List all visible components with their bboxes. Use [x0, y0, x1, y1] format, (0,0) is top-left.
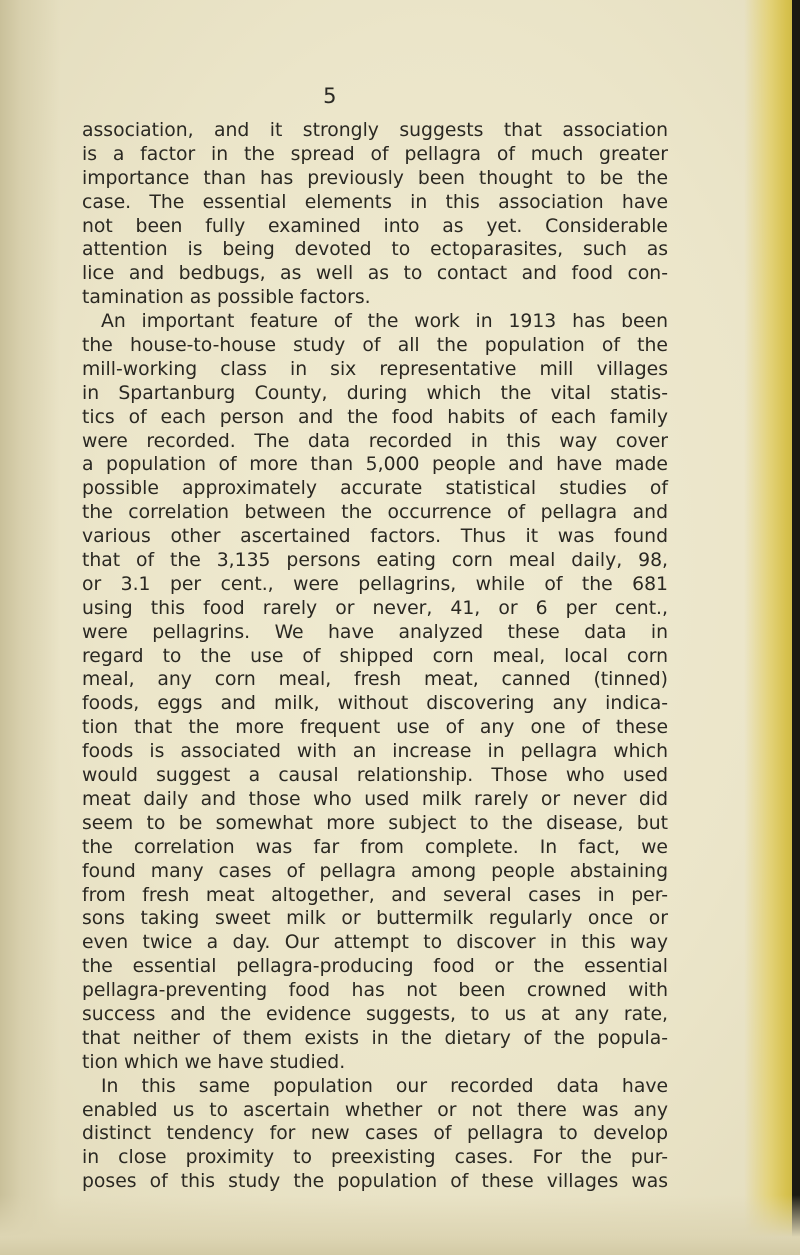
bottom-shadow: [0, 1195, 800, 1255]
text-line: that neither of them exists in the dietary of the popula-: [82, 1027, 668, 1049]
paragraph: [82, 1075, 668, 1194]
text-line: various other ascertained factors. Thus it was found: [82, 526, 668, 548]
text-line: pellagra-preventing food has not been crowned with: [82, 980, 668, 1002]
text-line: tics of each person and the food habits of each family: [82, 406, 668, 428]
text-line: tamination as possible factors.: [82, 287, 371, 309]
text-line: that of the 3,135 persons eating corn meal daily, 98,: [82, 550, 668, 572]
text-line: the house-to-house study of all the population of the: [82, 335, 668, 357]
text-line: the correlation between the occurrence of pellagra and: [82, 502, 668, 524]
text-line: in Spartanburg County, during which the vital statis-: [82, 382, 668, 404]
text-line: mill-working class in six representative mill villages: [82, 358, 668, 380]
text-line: the essential pellagra-producing food or the essential: [82, 956, 668, 978]
text-line: or 3.1 per cent., were pellagrins, while of the 681: [82, 573, 668, 595]
page-edge-dark: [792, 0, 800, 1255]
text-line: were pellagrins. We have analyzed these data in: [82, 621, 668, 643]
text-line: sons taking sweet milk or buttermilk regularly once or: [82, 908, 668, 930]
text-line: found many cases of pellagra among people abstaining: [82, 860, 668, 882]
text-line: meat daily and those who used milk rarely or never did: [82, 788, 668, 810]
text-line: success and the evidence suggests, to us at any rate,: [82, 1003, 668, 1025]
text-line: not been fully examined into as yet. Considerable: [82, 215, 668, 237]
paragraph: [82, 119, 668, 310]
text-line: association, and it strongly suggests that association: [82, 120, 668, 141]
text-line: attention is being devoted to ectoparasites, such as: [82, 239, 668, 261]
text-line: would suggest a causal relationship. Those who used: [82, 765, 668, 787]
text-line: regard to the use of shipped corn meal, local corn: [82, 645, 668, 667]
text-line: from fresh meat altogether, and several cases in per-: [82, 884, 668, 906]
text-line: in close proximity to preexisting cases. For the pur-: [82, 1147, 668, 1169]
text-line: In this same population our recorded data have: [101, 1075, 668, 1097]
text-line: foods, eggs and milk, without discovering any indica-: [82, 693, 668, 715]
text-line: were recorded. The data recorded in this way cover: [82, 430, 668, 452]
text-line: lice and bedbugs, as well as to contact and food con-: [82, 263, 668, 285]
text-line: meal, any corn meal, fresh meat, canned (tinned): [82, 669, 668, 691]
text-line: is a factor in the spread of pellagra of much greater: [82, 143, 668, 165]
text-line: enabled us to ascertain whether or not there was any: [82, 1099, 668, 1121]
text-line: seem to be somewhat more subject to the disease, but: [82, 812, 668, 834]
text-line: tion which we have studied.: [82, 1051, 346, 1073]
text-line: foods is associated with an increase in pellagra which: [82, 741, 668, 763]
text-line: a population of more than 5,000 people and have made: [82, 454, 668, 476]
text-line: tion that the more frequent use of any one of these: [82, 717, 668, 739]
text-line: distinct tendency for new cases of pellagra to develop: [82, 1123, 668, 1145]
text-line: even twice a day. Our attempt to discover in this way: [82, 932, 668, 954]
text-line: the correlation was far from complete. In fact, we: [82, 836, 668, 858]
text-line: case. The essential elements in this association have: [82, 191, 668, 213]
text-line: poses of this study the population of these villages was: [82, 1171, 668, 1193]
binding-shadow: [0, 0, 60, 1255]
text-line: possible approximately accurate statistical studies of: [82, 478, 668, 500]
text-line: using this food rarely or never, 41, or 6 per cent.,: [82, 597, 668, 619]
paragraph: [82, 310, 668, 1075]
page-number: 5: [323, 84, 337, 108]
body-text: [82, 119, 668, 1194]
text-line: An important feature of the work in 1913 has been: [101, 311, 668, 333]
text-line: importance than has previously been thought to be the: [82, 167, 668, 189]
